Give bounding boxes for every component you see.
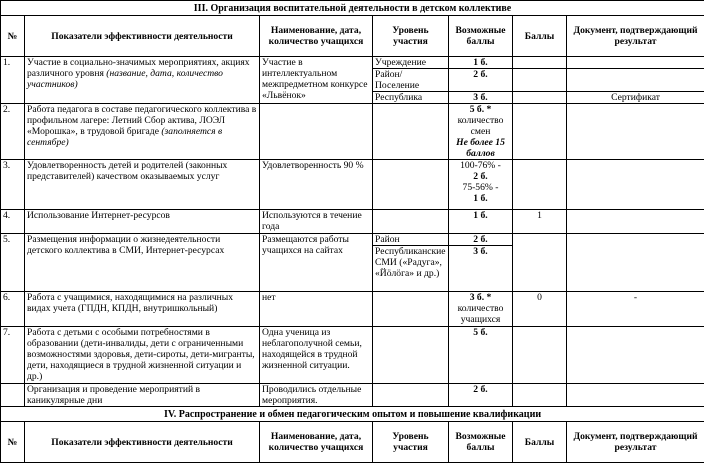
header2-num: №: [1, 422, 25, 463]
row-1-num: 1.: [1, 57, 25, 104]
row-7-num: 7.: [1, 327, 25, 384]
row-3-name: Удовлетворенность 90 %: [260, 160, 373, 210]
row-5-num: 5.: [1, 234, 25, 292]
row-2-points-note: Не более 15 баллов: [456, 137, 505, 159]
row-1-doc-1: [567, 57, 704, 69]
row-8-doc: [567, 384, 704, 407]
row-8-num: [1, 384, 25, 407]
row-6-doc: -: [567, 292, 704, 327]
row-1-points-1: 1 б.: [449, 57, 513, 69]
header-indicator: Показатели эффективности деятельности: [25, 16, 260, 57]
row-6-name: нет: [260, 292, 373, 327]
row-5-name: Размещаются работы учащихся на сайтах: [260, 234, 373, 292]
row-7-indicator: Работа с детьми с особыми потребностями в образовании (дети-инвалиды, дети с ограниченными возможностями здоровья, дети-сироты, дети-мигранты, дети, находящиеся в трудной жизненной ситуации и др.): [25, 327, 260, 384]
row-6-points-sub: количество учащихся: [457, 303, 504, 325]
row-7-level: [373, 327, 449, 384]
row-2-indicator: Работа педагога в составе педагогического коллектива в профильном лагере: Летний Сбор актива, ЛОЭЛ «Морошка», в трудовой бригаде (заполняется в сентябре): [25, 104, 260, 160]
row-1-score-1: [513, 57, 567, 69]
row-1-note: (название, дата, количество участников): [27, 68, 223, 90]
row-5-level-2: Республиканские СМИ («Радуга», «Йöлöга» и др.): [373, 246, 449, 292]
row-6-points: [449, 292, 513, 327]
header-document: Документ, подтверждающий результат: [567, 16, 704, 57]
row-2-points-sub: количество смен: [457, 115, 504, 137]
row-3-doc: [567, 160, 704, 210]
row-4-score: 1: [513, 210, 567, 234]
row-5-score: [513, 234, 567, 292]
row-8-indicator: Организация и проведение мероприятий в каникулярные дни: [25, 384, 260, 407]
section-3-title: III. Организация воспитательной деятельности в детском коллективе: [1, 1, 704, 16]
row-1-name: Участие в интеллектуальном межпредметном конкурсе «Львёнок»: [260, 57, 373, 104]
header2-indicator: Показатели эффективности деятельности: [25, 422, 260, 463]
row-3-indicator: Удовлетворенность детей и родителей (законных представителей) качеством оказываемых услуг: [25, 160, 260, 210]
row-1-score-2: [513, 69, 567, 92]
row-6-num: 6.: [1, 292, 25, 327]
section-4-title: IV. Распространение и обмен педагогическим опытом и повышение квалификации: [1, 407, 704, 422]
row-4-indicator: Использование Интернет-ресурсов: [25, 210, 260, 234]
row-7-name: Одна ученица из неблагополучной семьи, находящейся в трудной жизненной ситуации.: [260, 327, 373, 384]
row-1-doc-3: Сертификат: [567, 92, 704, 104]
row-5-level-1: Район: [373, 234, 449, 246]
header-level: Уровень участия: [373, 16, 449, 57]
row-2-points: [449, 104, 513, 160]
row-2-score: [513, 104, 567, 160]
row-8-points: 2 б.: [449, 384, 513, 407]
row-1-indicator: Участие в социально-значимых мероприятиях, акциях различного уровня (название, дата, количество участников): [25, 57, 260, 104]
row-3-level: [373, 160, 449, 210]
row-4-doc: [567, 210, 704, 234]
header-num: №: [1, 16, 25, 57]
row-1-level-2: Район/ Поселение: [373, 69, 449, 92]
header-name-date: Наименование, дата, количество учащихся: [260, 16, 373, 57]
header2-possible-points: Возможные баллы: [449, 422, 513, 463]
row-6-level: [373, 292, 449, 327]
row-2-note: (заполняется в сентябре): [27, 126, 223, 148]
row-3-range-1: 100-76% -: [460, 160, 501, 171]
row-2-name: [260, 104, 373, 160]
header2-level: Уровень участия: [373, 422, 449, 463]
row-8-name: Проводились отдельные мероприятия.: [260, 384, 373, 407]
row-4-name: Используются в течение года: [260, 210, 373, 234]
row-8-score: [513, 384, 567, 407]
row-7-score: [513, 327, 567, 384]
row-2-doc: [567, 104, 704, 160]
row-2-points-main: 5 б. *: [469, 104, 492, 115]
row-1-level-3: Республика: [373, 92, 449, 104]
row-6-indicator: Работа с учащимися, находящимися на различных видах учета (ГПДН, КПДН, внутришкольный): [25, 292, 260, 327]
row-3-points-2: 1 б.: [473, 193, 488, 204]
row-5-points-2: 3 б.: [449, 246, 513, 292]
row-7-points: 5 б.: [449, 327, 513, 384]
row-5-indicator: Размещения информации о жизнедеятельности детского коллектива в СМИ, Интернет-ресурсах: [25, 234, 260, 292]
header2-name-date: Наименование, дата, количество учащихся: [260, 422, 373, 463]
row-1-score-3: [513, 92, 567, 104]
header-points: Баллы: [513, 16, 567, 57]
row-4-level: [373, 210, 449, 234]
row-3-points: [449, 160, 513, 210]
row-6-score: 0: [513, 292, 567, 327]
row-8-level: [373, 384, 449, 407]
row-1-doc-2: [567, 69, 704, 92]
row-4-points: 1 б.: [449, 210, 513, 234]
row-6-points-main: 3 б. *: [469, 292, 492, 303]
row-1-points-2: 2 б.: [449, 69, 513, 92]
row-3-score: [513, 160, 567, 210]
header2-document: Документ, подтверждающий результат: [567, 422, 704, 463]
row-4-num: 4.: [1, 210, 25, 234]
row-7-doc: [567, 327, 704, 384]
row-3-num: 3.: [1, 160, 25, 210]
row-3-range-2: 75-56% -: [462, 182, 499, 193]
row-2-num: 2.: [1, 104, 25, 160]
row-1-points-3: 3 б.: [449, 92, 513, 104]
header-possible-points: Возможные баллы: [449, 16, 513, 57]
row-5-doc: [567, 234, 704, 292]
row-5-points-1: 2 б.: [449, 234, 513, 246]
row-1-level-1: Учреждение: [373, 57, 449, 69]
row-2-level: [373, 104, 449, 160]
row-3-points-1: 2 б.: [473, 171, 488, 182]
header2-points: Баллы: [513, 422, 567, 463]
